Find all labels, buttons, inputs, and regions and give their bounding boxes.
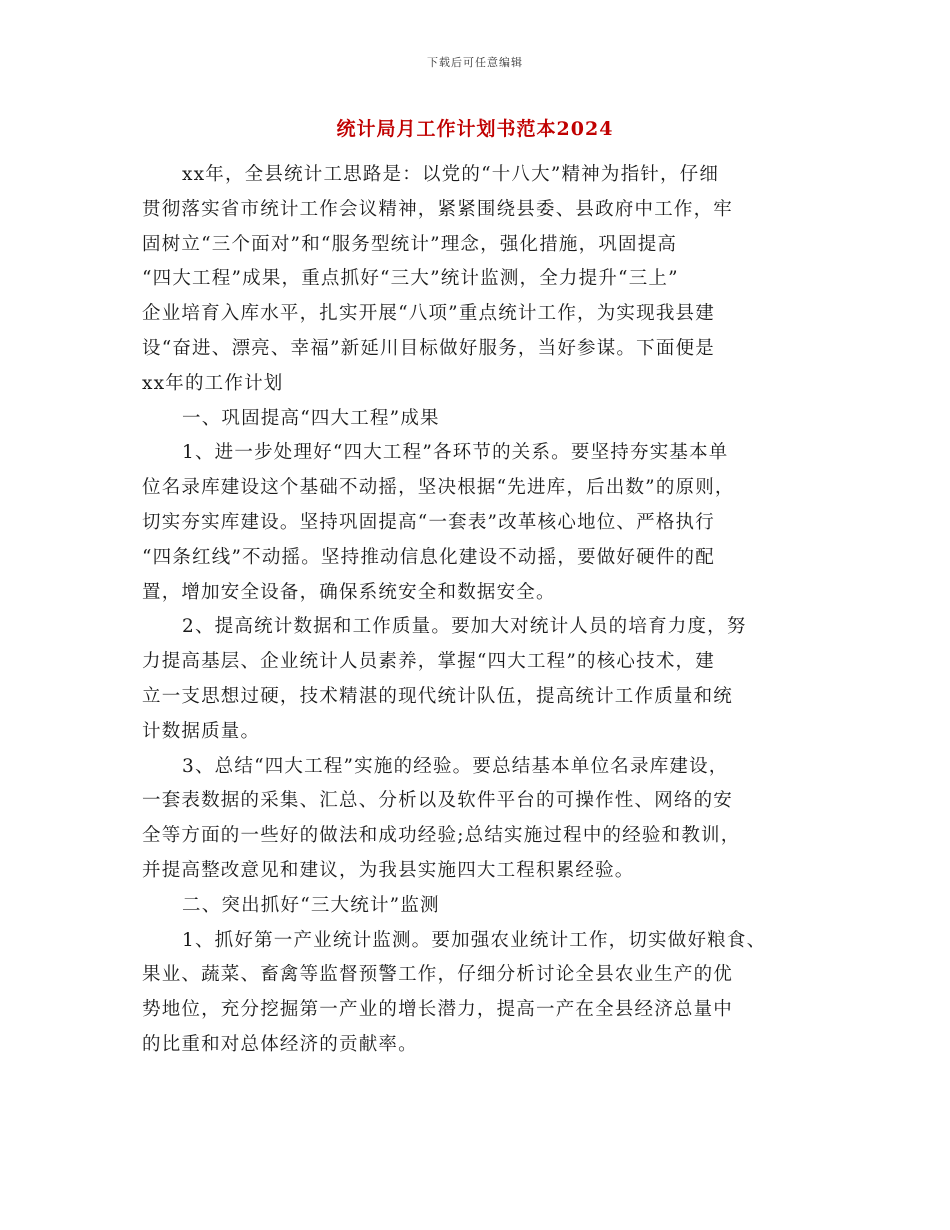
- section-heading: 二、突出抓好“三大统计”监测: [182, 894, 440, 916]
- paragraph-line: 位名录库建设这个基础不动摇，坚决根据“先进库，后出数”的原则，: [142, 477, 735, 499]
- section-heading: 一、巩固提高“四大工程”成果: [182, 407, 440, 429]
- paragraph-line: 1、进一步处理好“四大工程”各环节的关系。要坚持夯实基本单: [182, 442, 729, 464]
- paragraph-line: 1、抓好第一产业统计监测。要加强农业统计工作，切实做好粮食、: [182, 929, 767, 951]
- paragraph-line: 贯彻落实省市统计工作会议精神，紧紧围绕县委、县政府中工作，牢: [142, 198, 734, 220]
- paragraph-line: 立一支思想过硬，技术精湛的现代统计队伍，提高统计工作质量和统: [142, 685, 734, 707]
- paragraph-line: 计数据质量。: [142, 720, 261, 742]
- document-title: 统计局月工作计划书范本2024: [336, 118, 614, 140]
- paragraph-line: 切实夯实库建设。坚持巩固提高“一套表”改革核心地位、严格执行: [142, 511, 715, 533]
- paragraph-line: 设“奋进、漂亮、幸福”新延川目标做好服务，当好参谋。下面便是: [142, 337, 715, 359]
- paragraph-line: xx年的工作计划: [142, 372, 284, 394]
- paragraph-line: 置，增加安全设备，确保系统安全和数据安全。: [142, 581, 556, 603]
- paragraph-line: 一套表数据的采集、汇总、分析以及软件平台的可操作性、网络的安: [142, 790, 734, 812]
- header-note: 下载后可任意编辑: [427, 56, 523, 69]
- paragraph-line: 并提高整改意见和建议，为我县实施四大工程积累经验。: [142, 859, 635, 881]
- paragraph-line: 全等方面的一些好的做法和成功经验;总结实施过程中的经验和教训，: [142, 825, 741, 847]
- paragraph-line: 果业、蔬菜、畜禽等监督预警工作，仔细分析讨论全县农业生产的优: [142, 964, 734, 986]
- paragraph-line: “四大工程”成果，重点抓好“三大”统计监测，全力提升“三上”: [142, 268, 679, 290]
- paragraph-line: 势地位，充分挖掘第一产业的增长潜力，提高一产在全县经济总量中: [142, 999, 734, 1021]
- paragraph-line: xx年，全县统计工思路是：以党的“十八大”精神为指针，仔细: [182, 164, 720, 185]
- paragraph-line: 固树立“三个面对”和“服务型统计”理念，强化措施，巩固提高: [142, 233, 678, 255]
- paragraph-line: 的比重和对总体经济的贡献率。: [142, 1033, 418, 1055]
- paragraph-line: 力提高基层、企业统计人员素养，掌握“四大工程”的核心技术，建: [142, 651, 715, 673]
- paragraph-line: 3、总结“四大工程”实施的经验。要总结基本单位名录库建设，: [182, 755, 729, 777]
- document-body: [142, 158, 802, 1063]
- paragraph-line: 企业培育入库水平，扎实开展“八项”重点统计工作，为实现我县建: [142, 303, 715, 325]
- paragraph-line: 2、提高统计数据和工作质量。要加大对统计人员的培育力度，努: [182, 616, 747, 638]
- paragraph-line: “四条红线”不动摇。坚持推动信息化建设不动摇，要做好硬件的配: [142, 546, 715, 568]
